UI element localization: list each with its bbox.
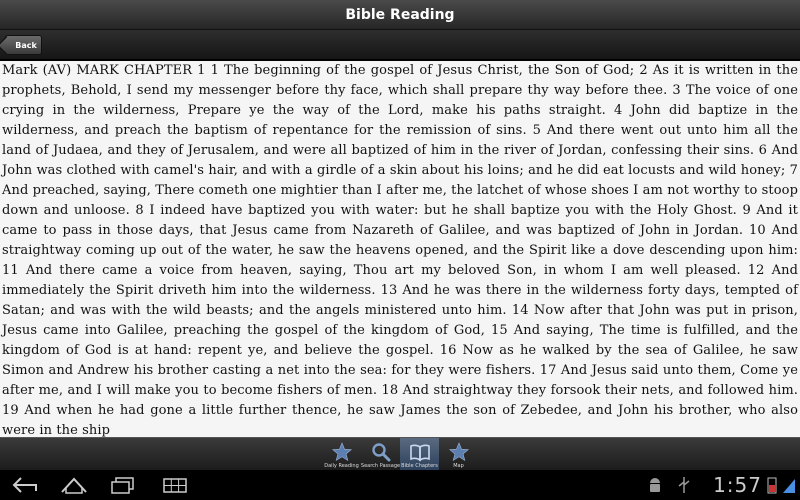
battery-icon [767, 476, 777, 494]
android-icon [648, 476, 662, 494]
tab-label: Bible Chapters [401, 463, 438, 469]
toolbar [0, 30, 800, 60]
back-button[interactable] [5, 35, 42, 55]
tab-daily-reading[interactable] [322, 438, 361, 471]
tab-bible-chapters[interactable] [400, 438, 439, 471]
tab-label: Map [453, 463, 464, 469]
page-title: Bible Reading [345, 6, 455, 23]
menu-grid-icon[interactable] [162, 476, 188, 494]
tab-search-passage[interactable] [361, 438, 400, 471]
home-icon[interactable] [60, 476, 88, 494]
search-icon [371, 442, 391, 462]
status-clock: 1:57 [713, 473, 762, 497]
back-button-label: Back [15, 40, 37, 50]
back-nav-icon[interactable] [12, 476, 38, 494]
recent-apps-icon[interactable] [110, 476, 136, 494]
system-nav-bar [0, 470, 800, 500]
reading-pane[interactable] [0, 61, 800, 437]
chapter-text: Mark (AV) MARK CHAPTER 1 1 The beginning of the gospel of Jesus Christ, the Son of God; 2 As it is written in the prophets, Behold, I send my messenger before thy face, which shall prepare thy way before thee. 3 The voice of one crying in the wilderness, Prepare ye the way of the Lord, make his paths straight. 4 John did baptize in the wilderness, and preach the baptism of repentance for the remission of sins. 5 And there went out unto him all the land of Judaea, and they of Jerusalem, and were all baptized of him in the river of Jordan, confessing their sins. 6 And John was clothed with camel's hair, and with a girdle of a skin about his loins; and he did eat locusts and wild honey; 7 And preached, saying, There cometh one mightier than I after me, the latchet of whose shoes I am not worthy to stoop down and unloose. 8 I indeed have baptized you with water: but he shall baptize you with the Holy Ghost. 9 And it came to pass in those days, that Jesus came from Nazareth of Galilee, and was baptized of John in Jordan. 10 And straightway coming up out of the water, he saw the heavens opened, and the Spirit like a dove descending upon him: 11 And there came a voice from heaven, saying, Thou art my beloved Son, in whom I am well pleased. 12 And immediately the Spirit driveth him into the wilderness. 13 And he was there in the wilderness forty days, tempted of Satan; and was with the wild beasts; and the angels ministered unto him. 14 Now after that John was put in prison, Jesus came into Galilee, preaching the gospel of the kingdom of God, 15 And saying, The time is fulfilled, and the kingdom of God is at hand: repent ye, and believe the gospel. 16 Now as he walked by the sea of Galilee, he saw Simon and Andrew his brother casting a net into the sea: for they were fishers. 17 And Jesus said unto them, Come ye after me, and I will make you to become fishers of men. 18 And straightway they forsook their nets, and followed him. 19 And when he had gone a little further thence, he saw James the son of Zebedee, and John his brother, who also were in the ship [2, 63, 798, 437]
tab-label: Daily Reading [324, 463, 359, 469]
book-icon [410, 442, 430, 462]
title-bar [0, 0, 800, 30]
star-icon [449, 442, 469, 462]
bottom-tab-bar [0, 437, 800, 470]
usb-icon [676, 476, 692, 494]
wifi-signal-icon [782, 476, 796, 494]
tab-map[interactable] [439, 438, 478, 471]
star-icon [332, 442, 352, 462]
tab-label: Search Passage [360, 463, 401, 469]
